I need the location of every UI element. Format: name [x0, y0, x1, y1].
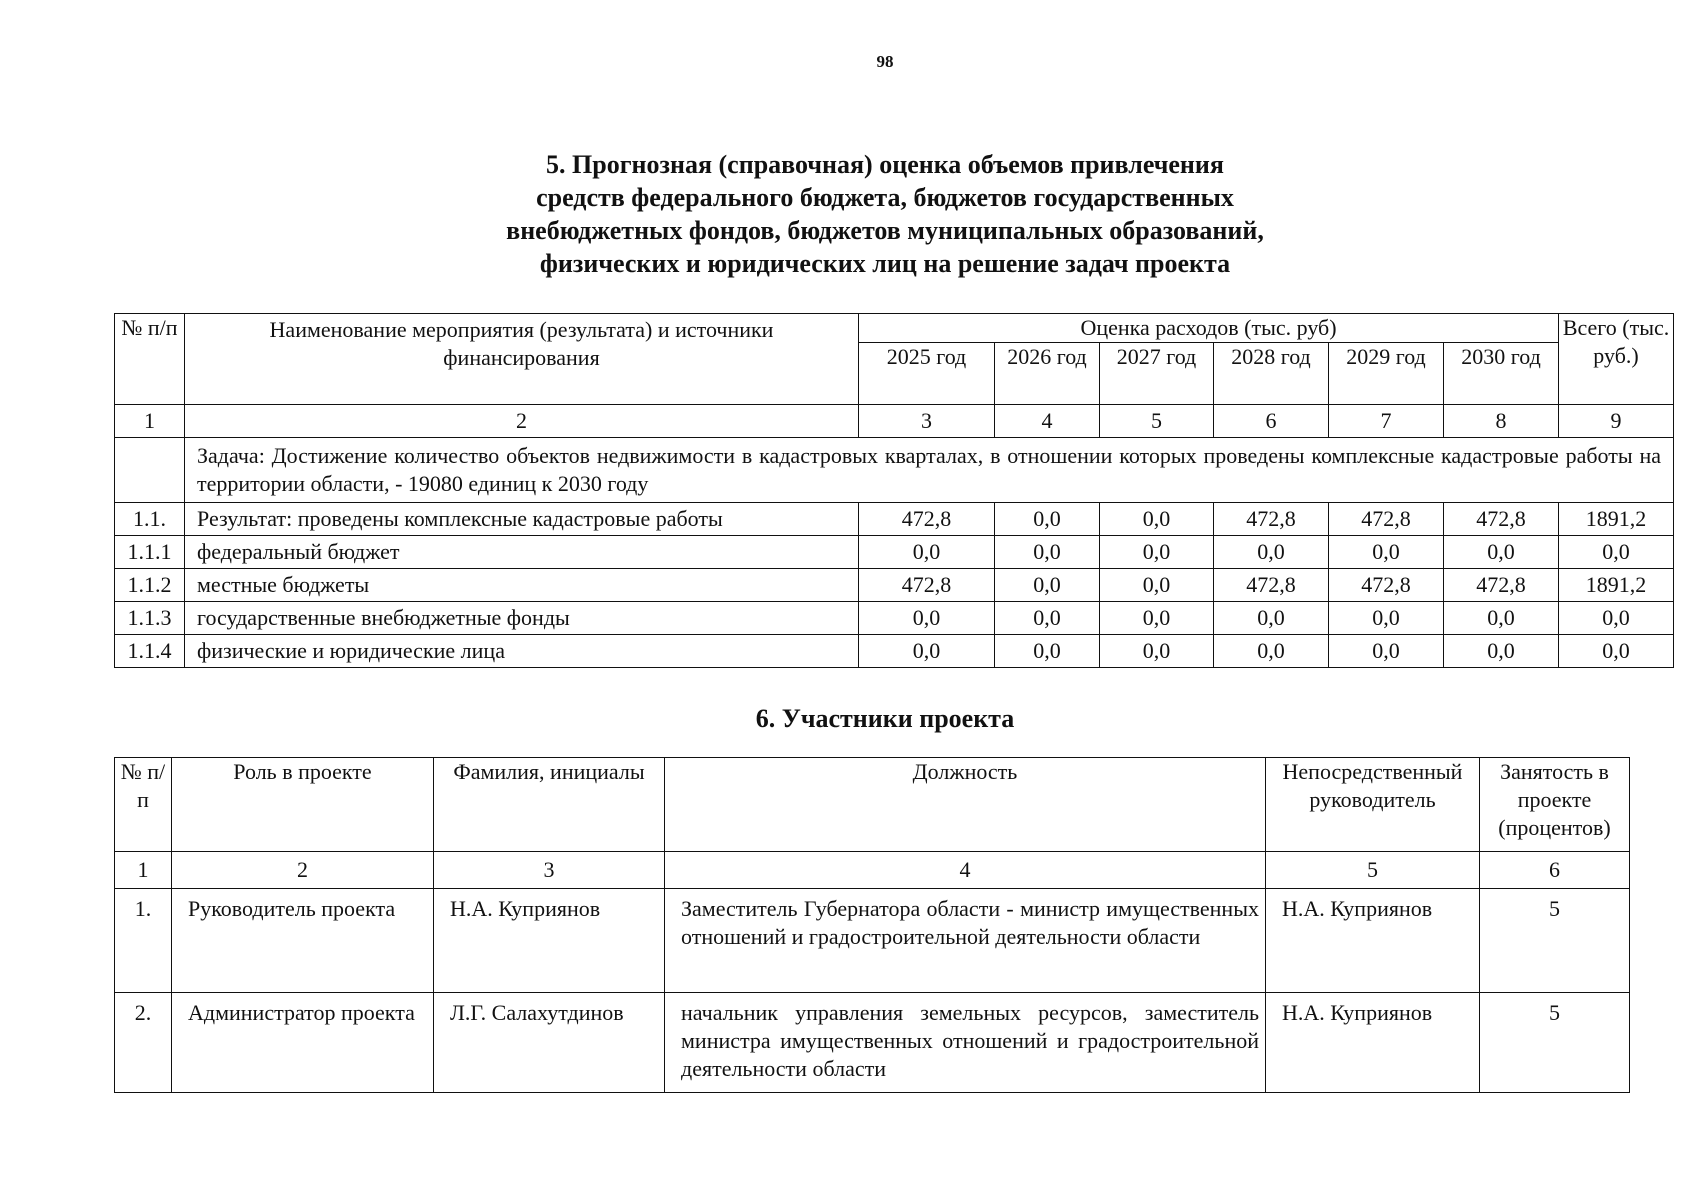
row-name: государственные внебюджетные фонды: [185, 602, 859, 635]
header-year: 2029 год: [1329, 343, 1444, 405]
column-index: 9: [1559, 405, 1674, 438]
header-year: 2027 год: [1100, 343, 1214, 405]
row-value: 0,0: [1100, 602, 1214, 635]
row-value: 0,0: [995, 569, 1100, 602]
section5-title-line: средств федерального бюджета, бюджетов государственных: [536, 183, 1234, 212]
p-column-index-row: [115, 852, 1630, 889]
task-row: [115, 438, 1674, 503]
row-name: федеральный бюджет: [185, 536, 859, 569]
participant-row: [115, 889, 1630, 993]
header-costs: [859, 314, 1559, 343]
column-index: 4: [995, 405, 1100, 438]
row-value: 472,8: [859, 503, 995, 536]
row-num: 1.1.4: [115, 635, 185, 668]
row-value: 472,8: [859, 569, 995, 602]
row-value: 0,0: [1444, 602, 1559, 635]
row-value: 472,8: [1214, 503, 1329, 536]
header-year: 2030 год: [1444, 343, 1559, 405]
p-header-employment-text: Занятость в проекте (процентов): [1498, 759, 1611, 840]
row-value: 0,0: [1444, 536, 1559, 569]
p-header-name-text: Фамилия, инициалы: [453, 759, 645, 784]
task-num-cell: [115, 438, 185, 503]
row-value: 0,0: [1559, 536, 1674, 569]
participants-table: [114, 757, 1630, 1093]
participant-manager: Н.А. Куприянов: [1266, 993, 1480, 1093]
p-header-role-text: Роль в проекте: [233, 759, 372, 784]
participant-num: 1.: [115, 889, 172, 993]
row-value: 0,0: [1100, 503, 1214, 536]
section5-title-line: 5. Прогнозная (справочная) оценка объемов привлечения: [546, 150, 1224, 179]
participant-role: Руководитель проекта: [172, 889, 434, 993]
row-value: 0,0: [1100, 635, 1214, 668]
p-column-index: 2: [172, 852, 434, 889]
row-value: 0,0: [1214, 536, 1329, 569]
p-column-index: 4: [665, 852, 1266, 889]
row-value: 0,0: [1444, 635, 1559, 668]
p-column-index: 1: [115, 852, 172, 889]
row-value: 0,0: [1329, 635, 1444, 668]
row-value: 0,0: [1214, 635, 1329, 668]
header-year: 2025 год: [859, 343, 995, 405]
row-num: 1.1.: [115, 503, 185, 536]
participant-role: Администратор проекта: [172, 993, 434, 1093]
row-value: 0,0: [1559, 602, 1674, 635]
section5-title: [0, 148, 1698, 280]
column-index: 8: [1444, 405, 1559, 438]
row-value: 472,8: [1444, 503, 1559, 536]
participant-manager: Н.А. Куприянов: [1266, 889, 1480, 993]
row-value: 0,0: [995, 635, 1100, 668]
section6-title: 6. Участники проекта: [755, 704, 1015, 733]
p-header-num: [115, 758, 172, 852]
row-num: 1.1.1: [115, 536, 185, 569]
row-value: 0,0: [995, 602, 1100, 635]
funding-table: [114, 313, 1674, 668]
section5-title-line: внебюджетных фондов, бюджетов муниципальных образований,: [506, 216, 1264, 245]
row-value: 0,0: [859, 602, 995, 635]
column-index: 5: [1100, 405, 1214, 438]
table-row: [115, 536, 1674, 569]
task-text: Задача: Достижение количество объектов недвижимости в кадастровых кварталах, в отношении которых проведены комплексные кадастровые работы на территории области, - 19080 единиц к 2030 году: [185, 438, 1674, 503]
p-header-name: [434, 758, 665, 852]
row-value: 0,0: [1559, 635, 1674, 668]
row-value: 0,0: [1100, 536, 1214, 569]
participant-num: 2.: [115, 993, 172, 1093]
row-value: 0,0: [1214, 602, 1329, 635]
participant-name: Л.Г. Салахутдинов: [434, 993, 665, 1093]
header-total-text: Всего (тыс. руб.): [1562, 315, 1670, 368]
header-year: 2026 год: [995, 343, 1100, 405]
p-header-role: [172, 758, 434, 852]
column-index: 6: [1214, 405, 1329, 438]
row-value: 0,0: [1100, 569, 1214, 602]
header-year: 2028 год: [1214, 343, 1329, 405]
row-value: 472,8: [1329, 569, 1444, 602]
header-total: [1559, 314, 1674, 405]
column-index: 1: [115, 405, 185, 438]
p-header-employment: [1480, 758, 1630, 852]
row-value: 0,0: [995, 536, 1100, 569]
table-row: [115, 602, 1674, 635]
p-column-index: 3: [434, 852, 665, 889]
p-column-index: 5: [1266, 852, 1480, 889]
participant-employment: 5: [1480, 889, 1630, 993]
table-row: [115, 635, 1674, 668]
header-name-text: Наименование мероприятия (результата) и источники финансирования: [269, 317, 774, 370]
p-header-position: [665, 758, 1266, 852]
participant-name: Н.А. Куприянов: [434, 889, 665, 993]
column-index-row: [115, 405, 1674, 438]
row-value: 472,8: [1329, 503, 1444, 536]
participant-employment: 5: [1480, 993, 1630, 1093]
row-value: 0,0: [859, 635, 995, 668]
section5-title-line: физических и юридических лиц на решение задач проекта: [539, 249, 1231, 278]
row-value: 0,0: [995, 503, 1100, 536]
p-header-manager: [1266, 758, 1480, 852]
row-value: 1891,2: [1559, 503, 1674, 536]
page-number: 98: [876, 52, 894, 71]
p-column-index: 6: [1480, 852, 1630, 889]
participant-row: [115, 993, 1630, 1093]
row-name: Результат: проведены комплексные кадастровые работы: [185, 503, 859, 536]
row-value: 0,0: [1329, 602, 1444, 635]
table-row: [115, 503, 1674, 536]
participant-position: начальник управления земельных ресурсов, заместитель министра имущественных отношений и градостроительной деятельности области: [665, 993, 1266, 1093]
header-num-text: № п/п: [121, 315, 178, 340]
row-num: 1.1.3: [115, 602, 185, 635]
participant-position: Заместитель Губернатора области - министр имущественных отношений и градостроительной деятельности области: [665, 889, 1266, 993]
row-value: 0,0: [859, 536, 995, 569]
row-num: 1.1.2: [115, 569, 185, 602]
row-value: 0,0: [1329, 536, 1444, 569]
row-value: 472,8: [1214, 569, 1329, 602]
column-index: 2: [185, 405, 859, 438]
header-num: [115, 314, 185, 405]
p-header-manager-text: Непосредственный руководитель: [1282, 759, 1463, 812]
row-value: 472,8: [1444, 569, 1559, 602]
row-name: местные бюджеты: [185, 569, 859, 602]
header-costs-text: Оценка расходов (тыс. руб): [1080, 315, 1337, 340]
column-index: 7: [1329, 405, 1444, 438]
row-name: физические и юридические лица: [185, 635, 859, 668]
row-value: 1891,2: [1559, 569, 1674, 602]
p-header-position-text: Должность: [912, 759, 1018, 784]
p-header-num-text: № п/п: [120, 759, 166, 812]
table-row: [115, 569, 1674, 602]
header-name: [185, 314, 859, 405]
column-index: 3: [859, 405, 995, 438]
